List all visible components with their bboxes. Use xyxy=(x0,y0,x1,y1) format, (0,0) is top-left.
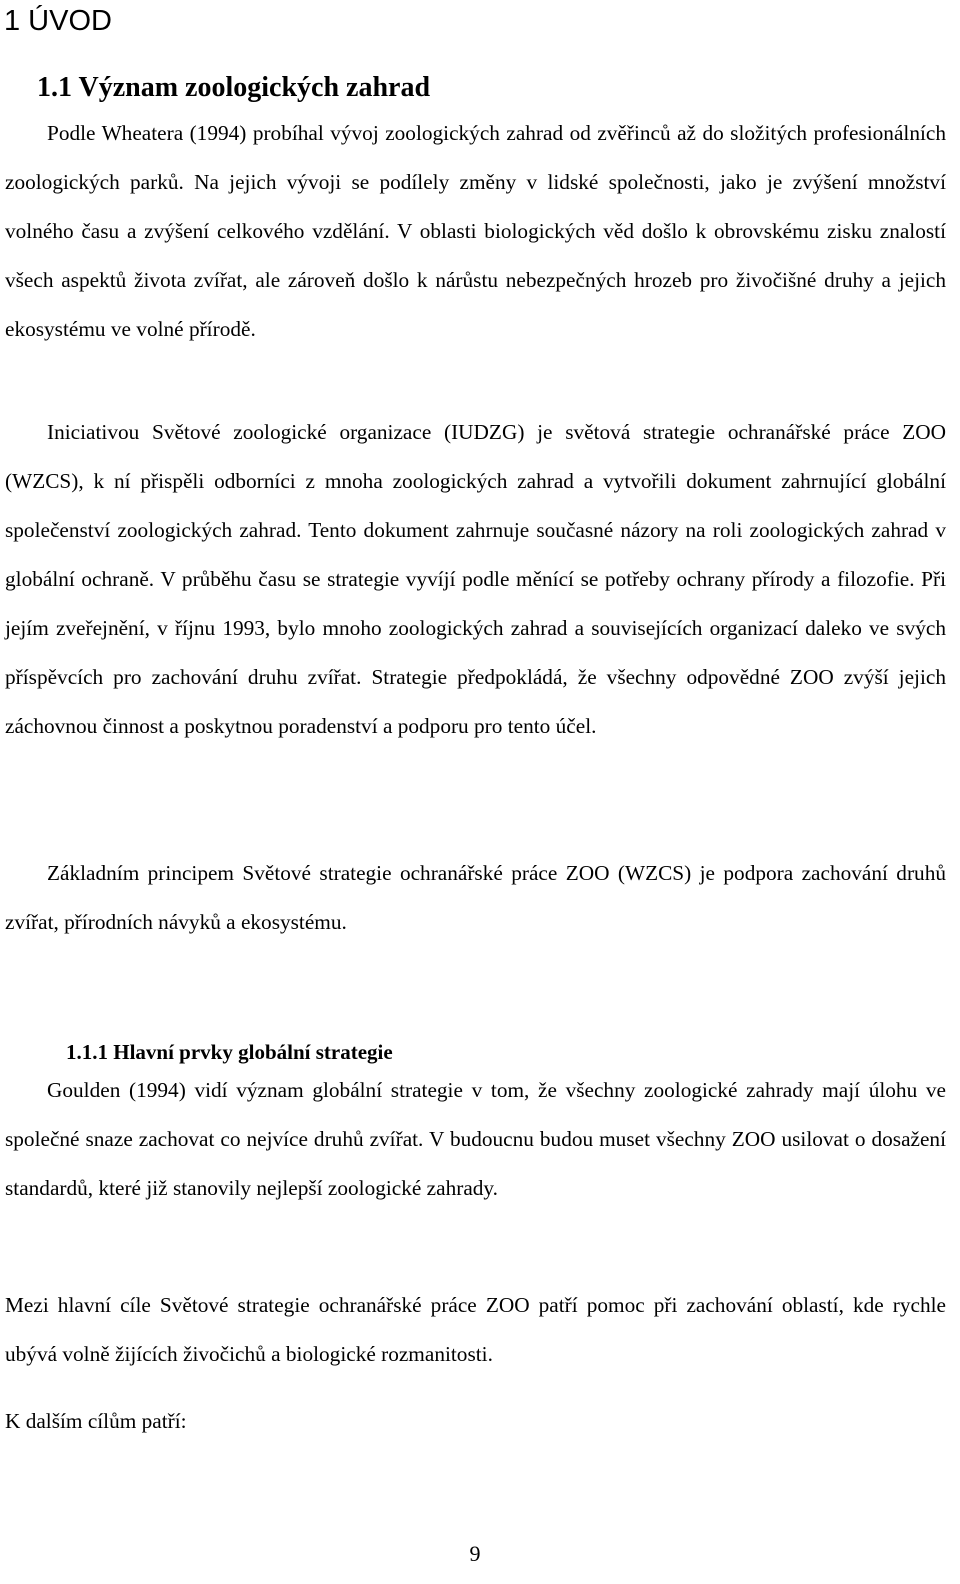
paragraph-text: Podle Wheatera (1994) probíhal vývoj zoologických zahrad od zvěřinců až do složitých profesionálních zoologických parků. Na jejich vývoji se podílely změny v lidské společnosti, jako je zvýšení množství volného času a zvýšení celkového vzdělání. V oblasti biologických věd došlo k obrovskému zisku znalostí všech aspektů života zvířat, ale zároveň došlo k nárůstu nebezpečných hrozeb pro živočišné druhy a jejich ekosystému ve volné přírodě. xyxy=(5,121,946,341)
paragraph-other-goals xyxy=(5,1397,946,1446)
paragraph-text: K dalším cílům patří: xyxy=(5,1409,187,1433)
paragraph-text: Goulden (1994) vidí význam globální strategie v tom, že všechny zoologické zahrady mají úlohu ve společné snaze zachovat co nejvíce druhů zvířat. V budoucnu budou muset všechny ZOO usilovat o dosažení standardů, které již stanovily nejlepší zoologické zahrady. xyxy=(5,1078,946,1200)
paragraph-text: Mezi hlavní cíle Světové strategie ochranářské práce ZOO patří pomoc při zachování oblastí, kde rychle ubývá volně žijících živočichů a biologické rozmanitosti. xyxy=(5,1293,946,1366)
paragraph-text: Základním principem Světové strategie ochranářské práce ZOO (WZCS) je podpora zachování druhů zvířat, přírodních návyků a ekosystému. xyxy=(5,861,946,934)
chapter-heading: 1 ÚVOD xyxy=(4,5,112,37)
paragraph-wzcs-strategy xyxy=(5,408,946,751)
paragraph-zoo-development xyxy=(5,109,946,354)
paragraph-text: Iniciativou Světové zoologické organizace (IUDZG) je světová strategie ochranářské práce ZOO (WZCS), k ní přispěli odborníci z mnoha zoologických zahrad a vytvořili dokument zahrnující globální společenství zoologických zahrad. Tento dokument zahrnuje současné názory na roli zoologických zahrad v globální ochraně. V průběhu času se strategie vyvíjí podle měnící se potřeby ochrany přírody a filozofie. Při jejím zveřejnění, v říjnu 1993, bylo mnoho zoologických zahrad a souvisejících organizací daleko ve svých příspěvcích pro zachování druhu zvířat. Strategie předpokládá, že všechny odpovědné ZOO zvýší jejich záchovnou činnost a poskytnou poradenství a podporu pro tento účel. xyxy=(5,420,946,738)
paragraph-goulden xyxy=(5,1066,946,1213)
subsection-heading: 1.1.1 Hlavní prvky globální strategie xyxy=(66,1040,393,1064)
section-heading: 1.1 Význam zoologických zahrad xyxy=(37,72,431,103)
page-number: 9 xyxy=(469,1541,481,1566)
paragraph-basic-principle xyxy=(5,849,946,947)
paragraph-main-goals xyxy=(5,1281,946,1379)
